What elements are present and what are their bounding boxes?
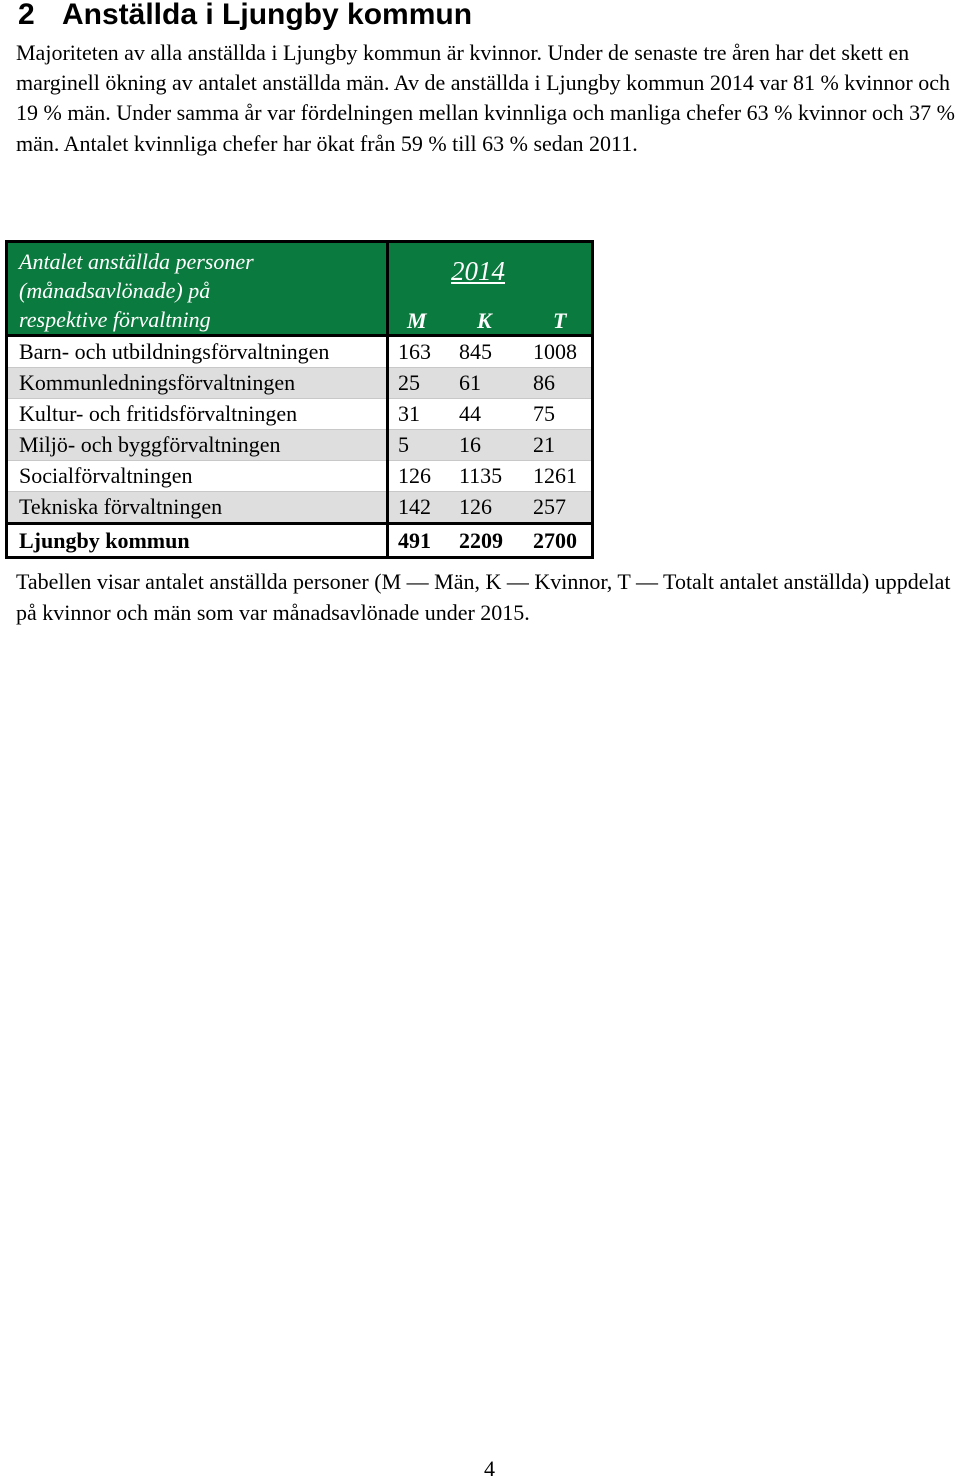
row-value-t: 86 xyxy=(521,368,593,399)
row-value-k: 44 xyxy=(449,399,521,430)
table-header-label xyxy=(7,242,388,336)
total-value-m: 491 xyxy=(388,524,450,558)
row-value-m: 142 xyxy=(388,492,450,524)
row-value-t: 1008 xyxy=(521,336,593,368)
intro-paragraph: Majoriteten av alla anställda i Ljungby kommun är kvinnor. Under de senaste tre åren har det skett en marginell ökning av antalet anställda män. Av de anställda i Ljungby kommun 2014 var 81 % kvinnor och 19 % män. Under samma år var fördelningen mellan kvinnliga och manliga chefer 63 % kvinnor och 37 % män. Antalet kvinnliga chefer har ökat från 59 % till 63 % sedan 2011. xyxy=(16,40,955,156)
row-value-t: 21 xyxy=(521,430,593,461)
column-header-t: T xyxy=(521,307,593,336)
table-row xyxy=(7,336,593,368)
row-value-k: 845 xyxy=(449,336,521,368)
page-number: 4 xyxy=(484,1456,495,1481)
row-value-m: 5 xyxy=(388,430,450,461)
row-value-k: 61 xyxy=(449,368,521,399)
section-number: 2 xyxy=(18,0,35,31)
row-value-m: 31 xyxy=(388,399,450,430)
total-value-t: 2700 xyxy=(521,524,593,558)
header-label-line: Antalet anställda personer xyxy=(19,249,254,274)
row-value-t: 1261 xyxy=(521,461,593,492)
table-header-year xyxy=(388,242,593,308)
row-value-k: 1135 xyxy=(449,461,521,492)
row-value-m: 163 xyxy=(388,336,450,368)
table-row xyxy=(7,492,593,524)
header-label-line: (månadsavlönade) på xyxy=(19,278,211,303)
row-name: Socialförvaltningen xyxy=(7,461,388,492)
table-total-row xyxy=(7,524,593,558)
row-name: Miljö- och byggförvaltningen xyxy=(7,430,388,461)
table-row xyxy=(7,368,593,399)
row-value-m: 126 xyxy=(388,461,450,492)
year-label: 2014 xyxy=(451,255,505,286)
table-caption: Tabellen visar antalet anställda personer (M — Män, K — Kvinnor, T — Totalt antalet anställda) uppdelat på kvinnor och män som var månadsavlönade under 2015. xyxy=(16,569,951,625)
table-row xyxy=(7,461,593,492)
section-title: Anställda i Ljungby kommun xyxy=(62,0,473,31)
total-value-k: 2209 xyxy=(449,524,521,558)
staff-table xyxy=(5,240,594,559)
row-name: Barn- och utbildningsförvaltningen xyxy=(7,336,388,368)
total-name: Ljungby kommun xyxy=(7,524,388,558)
row-name: Tekniska förvaltningen xyxy=(7,492,388,524)
table-row xyxy=(7,430,593,461)
row-value-k: 126 xyxy=(449,492,521,524)
row-name: Kommunledningsförvaltningen xyxy=(7,368,388,399)
header-label-line: respektive förvaltning xyxy=(19,307,211,332)
section-heading xyxy=(18,0,472,34)
row-name: Kultur- och fritidsförvaltningen xyxy=(7,399,388,430)
row-value-k: 16 xyxy=(449,430,521,461)
table-header-row xyxy=(7,242,593,308)
row-value-t: 257 xyxy=(521,492,593,524)
row-value-m: 25 xyxy=(388,368,450,399)
table-row xyxy=(7,399,593,430)
column-header-m: M xyxy=(388,307,450,336)
row-value-t: 75 xyxy=(521,399,593,430)
column-header-k: K xyxy=(449,307,521,336)
